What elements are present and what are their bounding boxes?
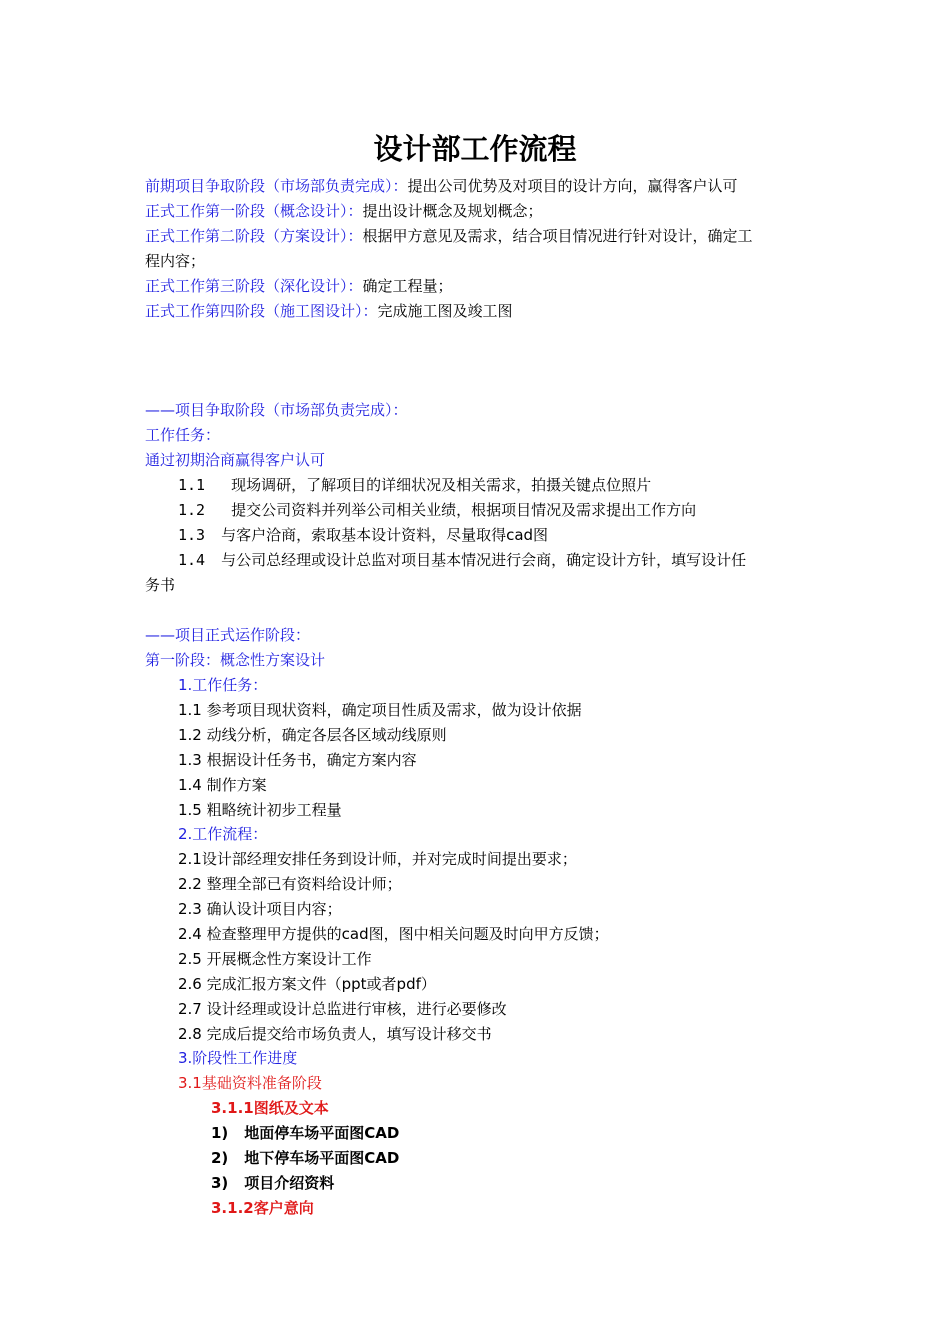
item-number: 1.3 <box>178 526 206 544</box>
overview-line-1 <box>145 176 738 196</box>
flow-item: 2.2 整理全部已有资料给设计师； <box>178 875 402 893</box>
overview-line-3-cont: 程内容； <box>145 252 206 270</box>
stage-title: 第一阶段：概念性方案设计 <box>145 651 326 669</box>
item-text: 地下停车场平面图CAD <box>244 1149 400 1167</box>
section1-item <box>178 525 548 545</box>
sub-phase-title: 3.1.1图纸及文本 <box>211 1099 329 1117</box>
overview-label: 正式工作第四阶段（施工图设计）： <box>145 302 378 320</box>
section2-heading: ——项目正式运作阶段： <box>145 626 311 644</box>
page-title: 设计部工作流程 <box>373 132 577 166</box>
item-number: 2) <box>211 1149 229 1167</box>
overview-line-4 <box>145 276 453 296</box>
item-number: 1.2 <box>178 501 206 519</box>
overview-label: 前期项目争取阶段（市场部负责完成）： <box>145 177 408 195</box>
task-item: 1.1 参考项目现状资料，确定项目性质及需求，做为设计依据 <box>178 701 582 719</box>
section1-goal: 通过初期洽商赢得客户认可 <box>145 451 326 469</box>
task-item: 1.2 动线分析，确定各层各区域动线原则 <box>178 726 447 744</box>
material-item <box>211 1148 399 1168</box>
task-item: 1.5 粗略统计初步工程量 <box>178 801 342 819</box>
section1-heading: ——项目争取阶段（市场部负责完成）： <box>145 401 408 419</box>
overview-text: 提出公司优势及对项目的设计方向，赢得客户认可 <box>407 177 738 195</box>
flow-item: 2.7 设计经理或设计总监进行审核，进行必要修改 <box>178 1000 507 1018</box>
flow-item: 2.6 完成汇报方案文件（ppt或者pdf） <box>178 975 436 993</box>
flow-item: 2.4 检查整理甲方提供的cad图，图中相关问题及时向甲方反馈； <box>178 925 609 943</box>
overview-label: 正式工作第二阶段（方案设计）： <box>145 227 363 245</box>
flow-item: 2.8 完成后提交给市场负责人，填写设计移交书 <box>178 1025 492 1043</box>
flow-item: 2.3 确认设计项目内容； <box>178 900 342 918</box>
item-text: 地面停车场平面图CAD <box>244 1124 400 1142</box>
item-number: 3) <box>211 1174 229 1192</box>
material-item <box>211 1173 334 1193</box>
flow-title: 2.工作流程： <box>178 825 268 843</box>
section1-item-cont: 务书 <box>145 576 176 594</box>
overview-line-3 <box>145 226 753 246</box>
overview-line-5 <box>145 301 513 321</box>
overview-label: 正式工作第三阶段（深化设计）： <box>145 277 363 295</box>
flow-item: 2.1设计部经理安排任务到设计师，并对完成时间提出要求； <box>178 850 577 868</box>
overview-label: 正式工作第一阶段（概念设计）： <box>145 202 363 220</box>
item-text: 与客户洽商，索取基本设计资料，尽量取得cad图 <box>221 526 549 544</box>
overview-line-2 <box>145 201 543 221</box>
material-item <box>211 1123 399 1143</box>
item-text: 现场调研，了解项目的详细状况及相关需求，拍摄关键点位照片 <box>231 476 652 494</box>
section1-item <box>178 550 746 570</box>
flow-item: 2.5 开展概念性方案设计工作 <box>178 950 372 968</box>
item-text: 与公司总经理或设计总监对项目基本情况进行会商，确定设计方针，填写设计任 <box>221 551 747 569</box>
task-item: 1.3 根据设计任务书，确定方案内容 <box>178 751 417 769</box>
item-text: 项目介绍资料 <box>244 1174 335 1192</box>
task-item: 1.4 制作方案 <box>178 776 267 794</box>
progress-title: 3.阶段性工作进度 <box>178 1049 298 1067</box>
overview-text: 完成施工图及竣工图 <box>377 302 513 320</box>
item-text: 提交公司资料并列举公司相关业绩，根据项目情况及需求提出工作方向 <box>231 501 697 519</box>
item-number: 1.1 <box>178 476 206 494</box>
item-number: 1.4 <box>178 551 206 569</box>
item-number: 1) <box>211 1124 229 1142</box>
section1-task-label: 工作任务： <box>145 426 221 444</box>
sub-phase-title: 3.1.2客户意向 <box>211 1199 314 1217</box>
overview-text: 根据甲方意见及需求，结合项目情况进行针对设计，确定工 <box>362 227 753 245</box>
tasks-title: 1.工作任务： <box>178 676 268 694</box>
section1-item <box>178 500 696 520</box>
overview-text: 确定工程量； <box>362 277 453 295</box>
overview-text: 提出设计概念及规划概念； <box>362 202 543 220</box>
section1-item <box>178 475 651 495</box>
phase-title: 3.1基础资料准备阶段 <box>178 1074 322 1092</box>
